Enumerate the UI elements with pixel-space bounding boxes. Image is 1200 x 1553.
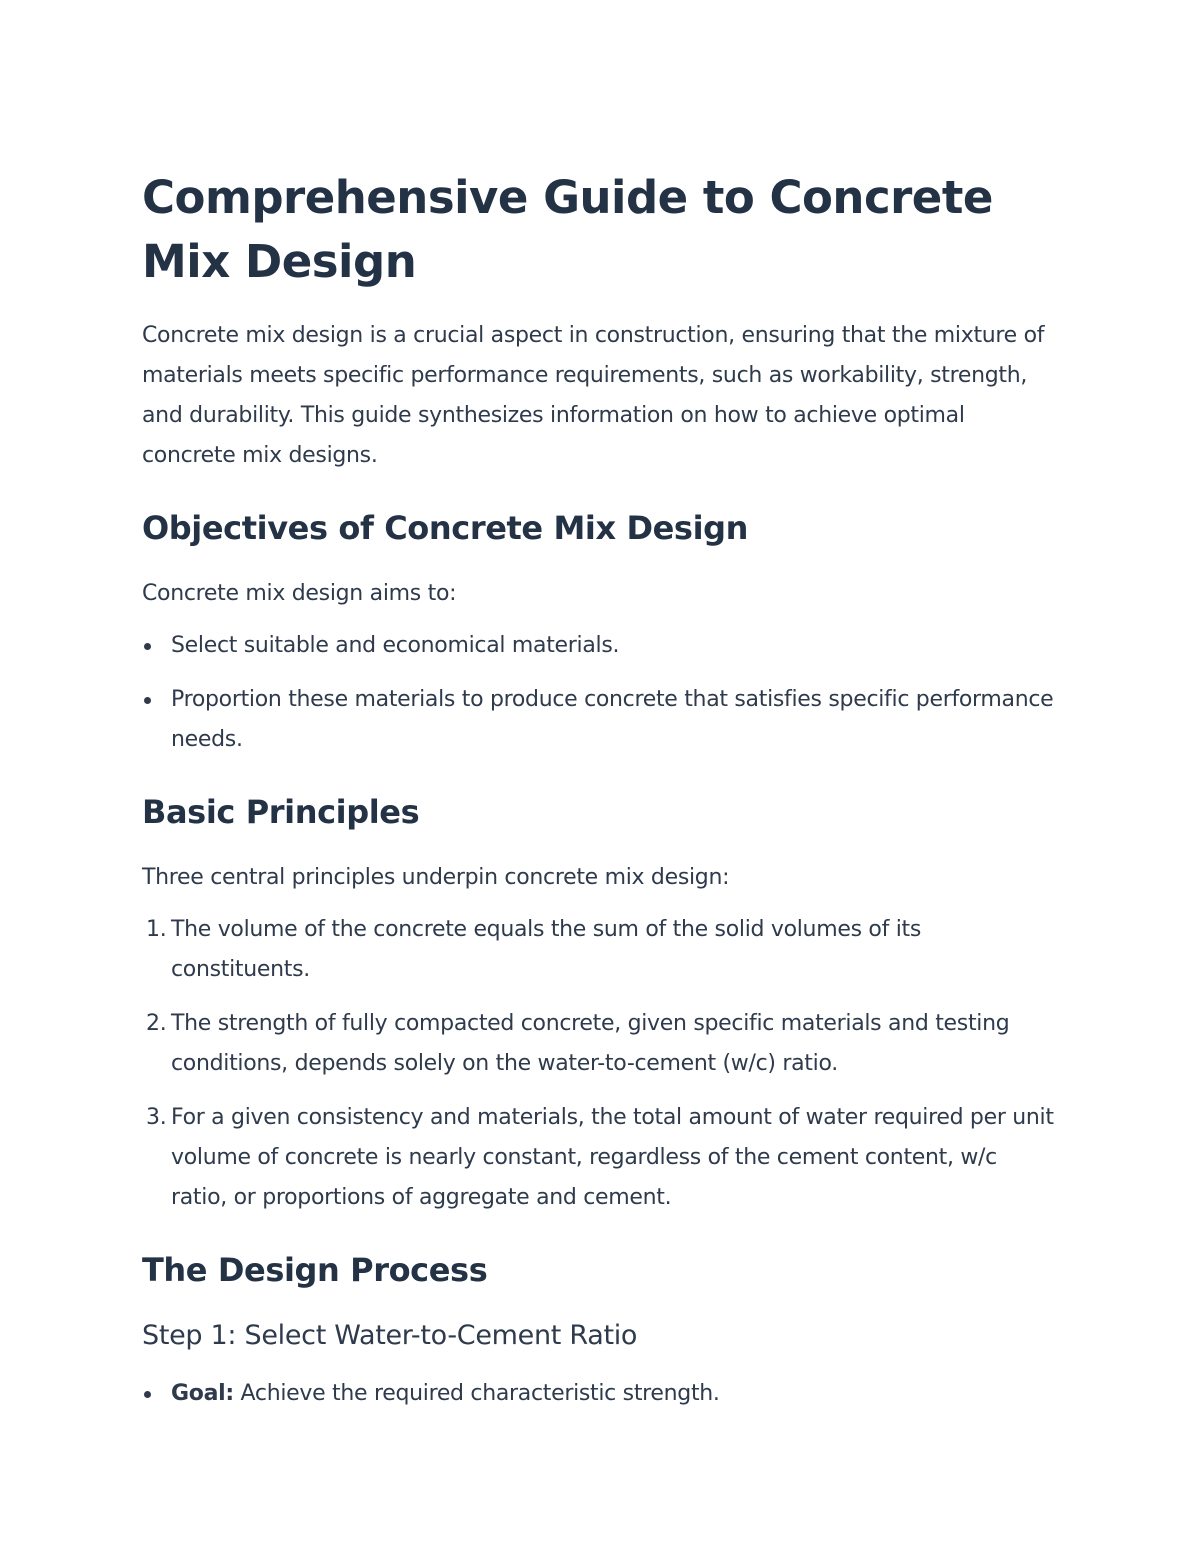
list-item	[142, 1374, 1058, 1414]
list-item-text: Proportion these materials to produce concrete that satisfies specific performance needs.	[171, 687, 1054, 752]
principles-lead: Three central principles underpin concrete mix design:	[142, 865, 730, 890]
list-item-text: For a given consistency and materials, the total amount of water required per unit volume of concrete is nearly constant, regardless of the cement content, w/c ratio, or proportions of aggregate and cement.	[171, 1105, 1054, 1210]
list-number: 2.	[146, 1011, 167, 1036]
step1-list	[142, 1374, 1058, 1414]
intro-paragraph: Concrete mix design is a crucial aspect in construction, ensuring that the mixture of materials meets specific performance requirements, such as workability, strength, and durability. This guide synthesizes information on how to achieve optimal concrete mix designs.	[142, 323, 1045, 468]
list-item-label: Goal:	[171, 1381, 234, 1406]
principles-list	[142, 910, 1058, 1218]
list-item-text: Select suitable and economical materials.	[171, 633, 620, 658]
bullet-icon	[144, 697, 151, 704]
objectives-heading: Objectives of Concrete Mix Design	[142, 509, 749, 547]
list-number: 1.	[146, 917, 167, 942]
bullet-icon	[144, 1391, 151, 1398]
objectives-lead: Concrete mix design aims to:	[142, 581, 457, 606]
document-page	[142, 166, 1058, 1414]
list-item-text: Achieve the required characteristic strength.	[233, 1381, 720, 1406]
list-item	[142, 680, 1058, 760]
list-item	[142, 910, 1058, 990]
objectives-list	[142, 626, 1058, 760]
list-item	[142, 1004, 1058, 1084]
step1-heading: Step 1: Select Water-to-Cement Ratio	[142, 1320, 638, 1351]
principles-heading: Basic Principles	[142, 793, 420, 831]
list-item-text: The volume of the concrete equals the sum of the solid volumes of its constituents.	[171, 917, 922, 982]
list-item	[142, 626, 1058, 666]
list-number: 3.	[146, 1105, 167, 1130]
list-item	[142, 1098, 1058, 1218]
list-item-text: The strength of fully compacted concrete, given specific materials and testing conditions, depends solely on the water-to-cement (w/c) ratio.	[171, 1011, 1010, 1076]
bullet-icon	[144, 643, 151, 650]
process-heading: The Design Process	[142, 1251, 488, 1289]
page-title: Comprehensive Guide to Concrete Mix Design	[142, 171, 993, 288]
